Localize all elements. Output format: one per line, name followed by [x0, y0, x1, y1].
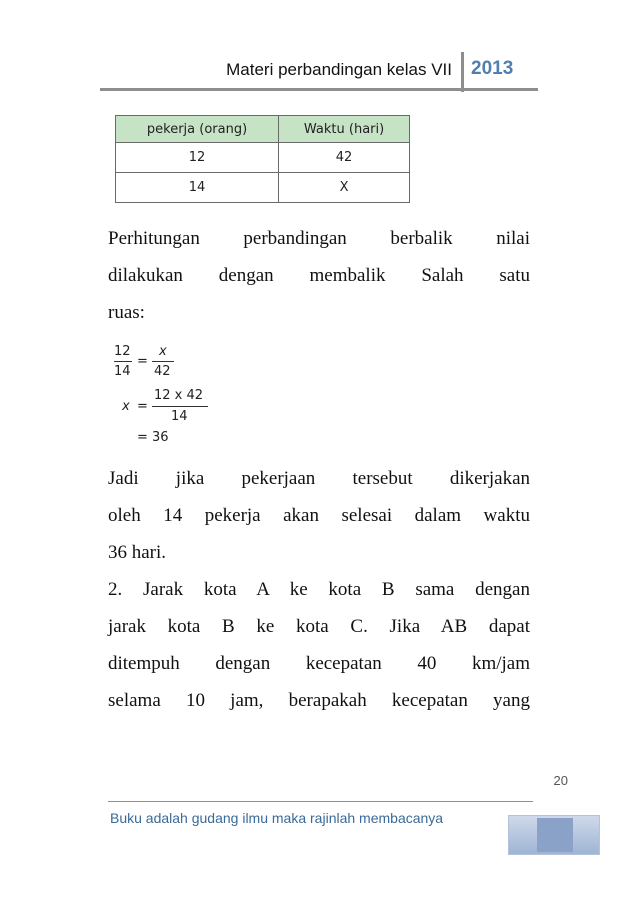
header-title: Materi perbandingan kelas VII [226, 60, 452, 79]
table-cell: X [279, 173, 410, 203]
math-variable: x [122, 399, 130, 414]
table-header-row [116, 116, 410, 143]
text-line: jarak kota B ke kota C. Jika AB dapat [108, 616, 530, 637]
footer-decoration-inner [537, 818, 573, 852]
text-line: dilakukan dengan membalik Salah satu [108, 265, 530, 286]
header-divider [461, 52, 464, 92]
math-equals: = [137, 399, 148, 414]
math-equals: = [137, 354, 148, 369]
paragraph-explanation [108, 220, 530, 331]
text-line: ruas: [108, 302, 145, 323]
text-line: 2. Jarak kota A ke kota B sama dengan [108, 579, 530, 600]
table-cell: 42 [279, 143, 410, 173]
text-line: ditempuh dengan kecepatan 40 km/jam [108, 653, 530, 674]
math-fraction-den: 14 [114, 364, 131, 379]
math-result: = 36 [137, 430, 169, 445]
table-row [116, 173, 410, 203]
footer-decoration [508, 815, 600, 855]
paragraph-conclusion [108, 460, 530, 571]
header-rule [100, 88, 538, 91]
math-fraction-num: 12 x 42 [154, 388, 204, 403]
text-line: selama 10 jam, berapakah kecepatan yang [108, 690, 530, 711]
footer-text: Buku adalah gudang ilmu maka rajinlah membacanya [110, 810, 444, 826]
math-equation [114, 344, 224, 444]
paragraph-problem-2 [108, 571, 530, 719]
header-year: 2013 [471, 58, 514, 79]
fraction-bar [152, 406, 208, 407]
text-line: Jadi jika pekerjaan tersebut dikerjakan [108, 468, 530, 489]
math-fraction-den: 42 [154, 364, 171, 379]
ratio-table [115, 115, 410, 203]
table-row [116, 143, 410, 173]
table-header-waktu: Waktu (hari) [279, 116, 410, 143]
math-variable: x [159, 344, 167, 359]
text-line: Perhitungan perbandingan berbalik nilai [108, 228, 530, 249]
math-fraction-num: 12 [114, 344, 131, 359]
math-fraction-den: 14 [171, 409, 188, 424]
table-header-pekerja: pekerja (orang) [116, 116, 279, 143]
text-line: oleh 14 pekerja akan selesai dalam waktu [108, 505, 530, 526]
fraction-bar [152, 361, 174, 362]
fraction-bar [114, 361, 132, 362]
table-cell: 12 [116, 143, 279, 173]
page-number: 20 [553, 773, 568, 788]
footer-rule [108, 801, 533, 802]
table-cell: 14 [116, 173, 279, 203]
text-line: 36 hari. [108, 542, 167, 563]
